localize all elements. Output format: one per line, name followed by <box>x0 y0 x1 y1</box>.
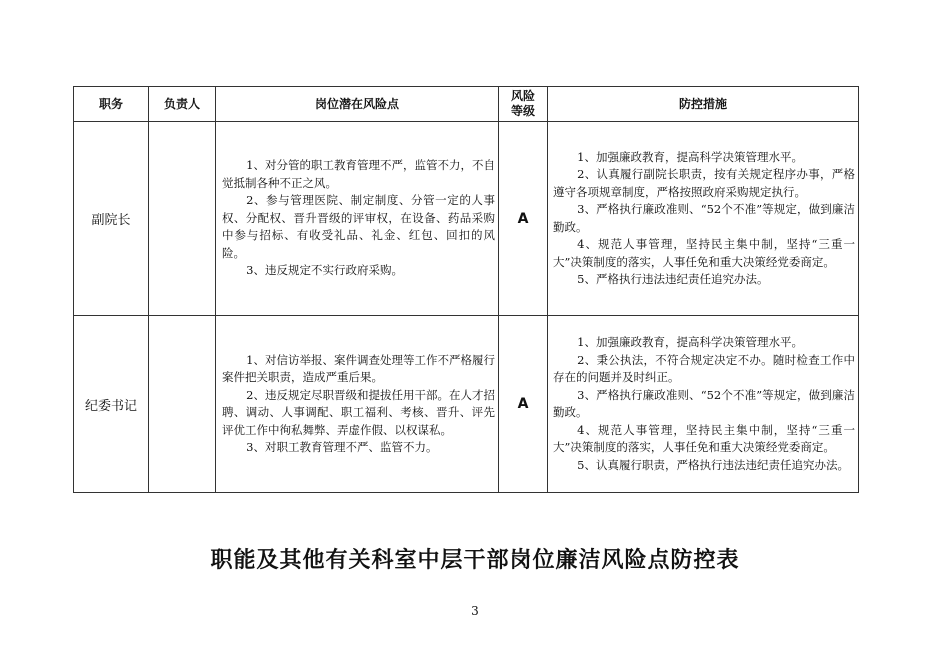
owner-cell <box>149 122 216 316</box>
risk-item: 1、对分管的职工教育管理不严，监管不力，不自觉抵制各种不正之风。 <box>222 158 495 190</box>
measure-item: 3、严格执行廉政准则、“52个不准”等规定，做到廉洁勤政。 <box>553 387 855 419</box>
risk-level-cell: A <box>499 122 548 316</box>
header-owner: 负责人 <box>149 87 216 122</box>
header-risks: 岗位潜在风险点 <box>216 87 499 122</box>
risk-item: 3、违反规定不实行政府采购。 <box>246 263 403 278</box>
measure-item: 5、认真履行职责，严格执行违法违纪责任追究办法。 <box>577 457 849 472</box>
table-row <box>74 122 859 316</box>
page-number: 3 <box>471 604 479 618</box>
measure-item: 4、规范人事管理，坚持民主集中制，坚持“三重一大”决策制度的落实，人事任免和重大决策经党委商定。 <box>553 237 855 269</box>
owner-cell <box>149 316 216 493</box>
measure-item: 4、规范人事管理，坚持民主集中制，坚持“三重一大”决策制度的落实，人事任免和重大决策经党委商定。 <box>553 422 855 454</box>
measures-cell <box>548 122 859 316</box>
header-level <box>499 87 548 122</box>
risks-cell <box>216 316 499 493</box>
section-title: 职能及其他有关科室中层干部岗位廉洁风险点防控表 <box>210 548 740 573</box>
risk-item: 2、参与管理医院、制定制度、分管一定的人事权、分配权、晋升晋级的评审权，在设备、药品采购中参与招标、有收受礼品、礼金、红包、回扣的风险。 <box>222 193 495 260</box>
measure-item: 2、认真履行副院长职责，按有关规定程序办事，严格遵守各项规章制度，严格按照政府采购规定执行。 <box>553 167 855 199</box>
header-measures: 防控措施 <box>548 87 859 122</box>
measure-item: 2、秉公执法，不符合规定决定不办。随时检查工作中存在的问题并及时纠正。 <box>553 352 855 384</box>
measure-item: 1、加强廉政教育，提高科学决策管理水平。 <box>577 149 803 164</box>
risk-level-cell: A <box>499 316 548 493</box>
risk-item: 3、对职工教育管理不严、监管不力。 <box>246 440 438 454</box>
header-level-line2: 等级 <box>510 104 535 118</box>
risk-item: 1、对信访举报、案件调查处理等工作不严格履行案件把关职责，造成严重后果。 <box>222 352 495 384</box>
measure-item: 1、加强廉政教育，提高科学决策管理水平。 <box>577 335 803 349</box>
risk-item: 2、违反规定尽职晋级和提拔任用干部。在人才招聘、调动、人事调配、职工福利、考核、晋升、评先评优工作中徇私舞弊、弄虚作假、以权谋私。 <box>222 387 495 437</box>
position-cell: 副院长 <box>74 122 149 316</box>
position-cell: 纪委书记 <box>74 316 149 493</box>
measures-cell <box>548 316 859 493</box>
risk-control-table <box>73 86 859 493</box>
measure-item: 3、严格执行廉政准则、“52个不准”等规定，做到廉洁勤政。 <box>553 202 855 234</box>
table-header-row <box>74 87 859 122</box>
header-position: 职务 <box>74 87 149 122</box>
measure-item: 5、严格执行违法违纪责任追究办法。 <box>577 272 769 286</box>
risks-cell <box>216 122 499 316</box>
header-level-line1: 风险 <box>510 89 535 103</box>
table-row <box>74 316 859 493</box>
